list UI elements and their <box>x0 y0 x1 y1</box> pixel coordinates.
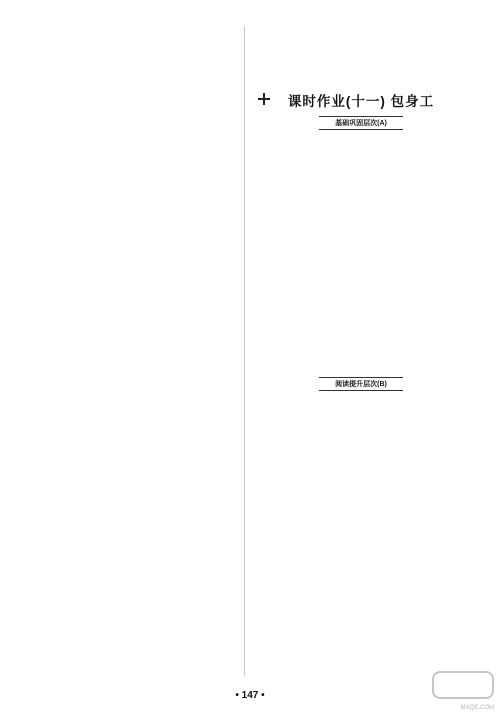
answer-line <box>30 362 252 370</box>
answer-line <box>30 138 252 146</box>
answer-line <box>250 173 472 181</box>
answer-line <box>250 341 472 349</box>
watermark-badge-icon <box>432 671 494 699</box>
answer-line <box>250 141 472 149</box>
answer-line <box>30 226 252 234</box>
answer-line <box>250 285 472 293</box>
section-reading-heading: 阅读提升层次(B) <box>250 377 472 391</box>
left-column <box>30 26 252 650</box>
answer-line <box>250 181 472 189</box>
answer-line <box>30 122 252 130</box>
answer-line <box>30 98 252 106</box>
answer-line <box>30 586 252 594</box>
answer-line <box>30 314 252 322</box>
answer-line <box>250 205 472 213</box>
lesson-title-row <box>250 90 472 108</box>
answer-line <box>30 74 252 82</box>
answer-line <box>30 338 252 346</box>
answer-line <box>250 578 472 586</box>
answer-line <box>250 229 472 237</box>
answer-line <box>250 261 472 269</box>
answer-line <box>250 618 472 626</box>
answer-line <box>30 498 252 506</box>
answer-line <box>250 301 472 309</box>
answer-line <box>30 250 252 258</box>
answer-line <box>30 402 252 410</box>
answer-line <box>250 626 472 634</box>
answer-line <box>30 306 252 314</box>
answer-line <box>30 298 252 306</box>
answer-line <box>250 349 472 357</box>
answer-line <box>30 514 252 522</box>
answer-line <box>30 186 252 194</box>
answer-line <box>30 290 252 298</box>
answer-line <box>250 466 472 474</box>
answer-line <box>30 346 252 354</box>
answer-line <box>30 546 252 554</box>
answer-line <box>250 394 472 402</box>
answer-line <box>30 274 252 282</box>
answer-line <box>250 610 472 618</box>
answer-line <box>250 165 472 173</box>
answer-line <box>30 482 252 490</box>
answer-line <box>250 634 472 642</box>
answer-line <box>250 325 472 333</box>
section-basic-heading: 基础巩固层次(A) <box>250 116 472 130</box>
answer-line <box>250 418 472 426</box>
page-number: • 147 • <box>235 690 265 701</box>
answer-line <box>30 26 252 34</box>
answer-line <box>250 410 472 418</box>
answer-line <box>250 317 472 325</box>
answer-line <box>30 234 252 242</box>
cross-icon <box>258 93 270 105</box>
answer-line <box>30 642 252 650</box>
answer-line <box>250 245 472 253</box>
answer-line <box>30 426 252 434</box>
answer-line <box>30 626 252 634</box>
right-column-reading-block <box>250 394 472 706</box>
answer-line <box>30 434 252 442</box>
answer-line <box>30 554 252 562</box>
answer-line <box>250 482 472 490</box>
answer-line <box>250 442 472 450</box>
answer-line <box>30 458 252 466</box>
answer-line <box>30 450 252 458</box>
answer-line <box>30 594 252 602</box>
answer-line <box>30 58 252 66</box>
answer-line <box>250 149 472 157</box>
right-column <box>250 26 472 706</box>
answer-line <box>30 146 252 154</box>
answer-line <box>30 282 252 290</box>
answer-line <box>250 570 472 578</box>
answer-line <box>30 130 252 138</box>
answer-line <box>30 330 252 338</box>
answer-line <box>30 66 252 74</box>
answer-line <box>30 90 252 98</box>
answer-line <box>250 490 472 498</box>
answer-line <box>250 546 472 554</box>
answer-line <box>250 538 472 546</box>
answer-line <box>250 189 472 197</box>
answer-line <box>250 269 472 277</box>
answer-line <box>30 394 252 402</box>
column-divider <box>244 26 245 676</box>
answer-line <box>250 213 472 221</box>
lesson-title: 课时作业(十一) 包身工 <box>287 94 435 109</box>
answer-line <box>30 354 252 362</box>
answer-line <box>250 474 472 482</box>
answer-line <box>30 178 252 186</box>
answer-line <box>250 594 472 602</box>
answer-line <box>250 522 472 530</box>
answer-line <box>250 434 472 442</box>
answer-line <box>30 162 252 170</box>
answer-line <box>250 157 472 165</box>
answer-line <box>250 514 472 522</box>
watermark-logo <box>432 671 494 711</box>
answer-line <box>30 538 252 546</box>
answer-line <box>30 410 252 418</box>
answer-line <box>30 530 252 538</box>
answer-line <box>30 466 252 474</box>
answer-line <box>30 442 252 450</box>
answer-line <box>250 197 472 205</box>
answer-line <box>250 277 472 285</box>
answer-line <box>250 498 472 506</box>
answer-line <box>250 253 472 261</box>
answer-line <box>250 586 472 594</box>
answer-line <box>30 634 252 642</box>
answer-line <box>250 530 472 538</box>
answer-line <box>30 170 252 178</box>
answer-line <box>30 474 252 482</box>
answer-line <box>30 490 252 498</box>
answer-line <box>30 602 252 610</box>
answer-line <box>250 221 472 229</box>
answer-line <box>30 42 252 50</box>
answer-line <box>30 378 252 386</box>
answer-line <box>250 293 472 301</box>
answer-line <box>250 426 472 434</box>
answer-line <box>30 34 252 42</box>
answer-line <box>250 309 472 317</box>
answer-line <box>250 458 472 466</box>
answer-line <box>30 418 252 426</box>
answer-line <box>250 506 472 514</box>
answer-line <box>30 82 252 90</box>
answer-line <box>250 658 472 666</box>
answer-line <box>250 602 472 610</box>
watermark-url: MXQE.COM <box>460 705 494 711</box>
answer-line <box>30 154 252 162</box>
answer-line <box>30 506 252 514</box>
answer-line <box>30 266 252 274</box>
answer-line <box>30 210 252 218</box>
answer-line <box>30 610 252 618</box>
answer-line <box>30 242 252 250</box>
answer-line <box>250 642 472 650</box>
answer-line <box>250 333 472 341</box>
answer-line <box>30 202 252 210</box>
answer-line <box>250 554 472 562</box>
answer-line <box>30 218 252 226</box>
answer-line <box>250 365 472 373</box>
answer-line <box>250 133 472 141</box>
answer-line <box>30 258 252 266</box>
answer-line <box>250 450 472 458</box>
answer-line <box>30 386 252 394</box>
answer-line <box>30 618 252 626</box>
answer-line <box>250 357 472 365</box>
answer-line <box>30 578 252 586</box>
answer-line <box>250 237 472 245</box>
answer-line <box>30 50 252 58</box>
answer-line <box>30 106 252 114</box>
answer-line <box>30 322 252 330</box>
answer-line <box>250 650 472 658</box>
answer-line <box>30 194 252 202</box>
answer-line <box>250 402 472 410</box>
answer-line <box>30 570 252 578</box>
answer-line <box>30 522 252 530</box>
answer-line <box>250 562 472 570</box>
answer-line <box>30 370 252 378</box>
right-column-basic-block <box>250 133 472 373</box>
answer-line <box>30 562 252 570</box>
answer-line <box>30 114 252 122</box>
